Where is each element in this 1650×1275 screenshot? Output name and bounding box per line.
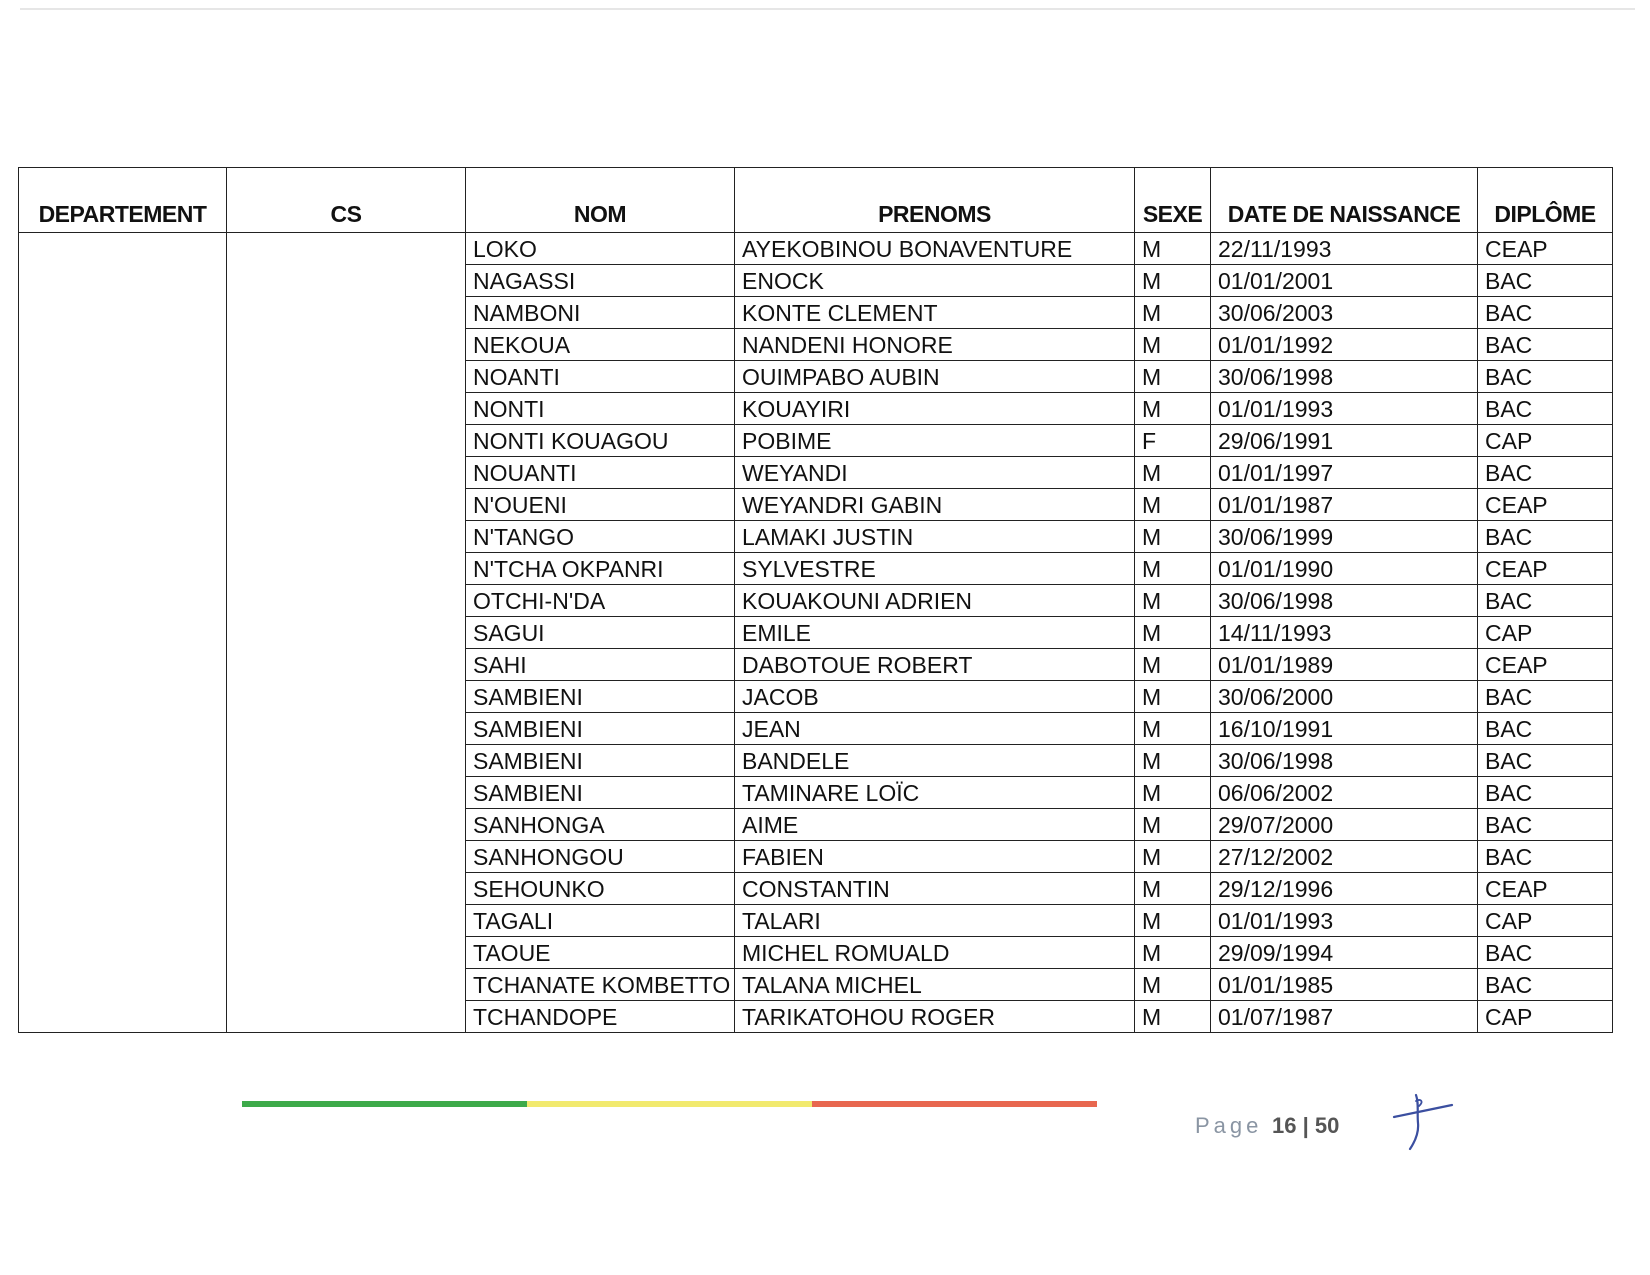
cell-date: 01/01/1990 — [1211, 553, 1478, 585]
cell-nom: SANHONGOU — [466, 841, 735, 873]
cell-diplome: BAC — [1478, 681, 1613, 713]
cell-sexe: M — [1135, 585, 1211, 617]
cell-date: 30/06/1998 — [1211, 361, 1478, 393]
cell-prenoms: WEYANDI — [735, 457, 1135, 489]
cell-date: 01/07/1987 — [1211, 1001, 1478, 1033]
cell-date: 01/01/1992 — [1211, 329, 1478, 361]
roster-table-container — [18, 167, 1613, 1033]
cell-sexe: M — [1135, 393, 1211, 425]
cell-date: 14/11/1993 — [1211, 617, 1478, 649]
cell-diplome: CEAP — [1478, 873, 1613, 905]
cell-prenoms: JACOB — [735, 681, 1135, 713]
cell-nom: SAMBIENI — [466, 777, 735, 809]
cell-sexe: M — [1135, 265, 1211, 297]
cell-diplome: BAC — [1478, 297, 1613, 329]
cell-date: 30/06/2003 — [1211, 297, 1478, 329]
merged-cs-cell — [227, 233, 466, 1033]
cell-diplome: BAC — [1478, 777, 1613, 809]
cell-diplome: BAC — [1478, 745, 1613, 777]
cell-sexe: M — [1135, 681, 1211, 713]
cell-nom: SEHOUNKO — [466, 873, 735, 905]
cell-diplome: CEAP — [1478, 233, 1613, 265]
cell-prenoms: EMILE — [735, 617, 1135, 649]
cell-date: 16/10/1991 — [1211, 713, 1478, 745]
cell-sexe: M — [1135, 361, 1211, 393]
header-row — [19, 168, 1613, 233]
cell-prenoms: MICHEL ROMUALD — [735, 937, 1135, 969]
cell-prenoms: JEAN — [735, 713, 1135, 745]
cell-prenoms: LAMAKI JUSTIN — [735, 521, 1135, 553]
cell-prenoms: FABIEN — [735, 841, 1135, 873]
roster-table — [18, 167, 1613, 1033]
cell-nom: NONTI — [466, 393, 735, 425]
cell-sexe: M — [1135, 617, 1211, 649]
top-rule — [20, 8, 1635, 10]
cell-nom: SAGUI — [466, 617, 735, 649]
cell-nom: TCHANDOPE — [466, 1001, 735, 1033]
cell-prenoms: DABOTOUE ROBERT — [735, 649, 1135, 681]
cell-date: 01/01/1993 — [1211, 905, 1478, 937]
cell-diplome: BAC — [1478, 521, 1613, 553]
cell-date: 01/01/1987 — [1211, 489, 1478, 521]
cell-date: 01/01/1993 — [1211, 393, 1478, 425]
cell-date: 29/12/1996 — [1211, 873, 1478, 905]
cell-date: 30/06/1998 — [1211, 745, 1478, 777]
cell-sexe: M — [1135, 553, 1211, 585]
cell-date: 29/07/2000 — [1211, 809, 1478, 841]
cell-date: 30/06/2000 — [1211, 681, 1478, 713]
header-nom: NOM — [466, 168, 735, 233]
cell-nom: SAHI — [466, 649, 735, 681]
cell-sexe: M — [1135, 745, 1211, 777]
cell-prenoms: TALARI — [735, 905, 1135, 937]
cell-nom: NEKOUA — [466, 329, 735, 361]
merged-departement-cell — [19, 233, 227, 1033]
cell-diplome: CAP — [1478, 905, 1613, 937]
cell-diplome: BAC — [1478, 937, 1613, 969]
cell-diplome: BAC — [1478, 361, 1613, 393]
cell-diplome: CEAP — [1478, 489, 1613, 521]
cell-nom: NONTI KOUAGOU — [466, 425, 735, 457]
cell-prenoms: TALANA MICHEL — [735, 969, 1135, 1001]
stripe-red — [812, 1101, 1097, 1107]
cell-sexe: M — [1135, 649, 1211, 681]
cell-nom: NOUANTI — [466, 457, 735, 489]
cell-nom: N'TANGO — [466, 521, 735, 553]
page-label: Page — [1195, 1113, 1263, 1138]
cell-prenoms: ENOCK — [735, 265, 1135, 297]
cell-nom: NOANTI — [466, 361, 735, 393]
header-date-naissance: DATE DE NAISSANCE — [1211, 168, 1478, 233]
footer-color-stripe — [242, 1101, 1097, 1107]
cell-diplome: CAP — [1478, 1001, 1613, 1033]
cell-prenoms: AYEKOBINOU BONAVENTURE — [735, 233, 1135, 265]
cell-prenoms: SYLVESTRE — [735, 553, 1135, 585]
cell-prenoms: BANDELE — [735, 745, 1135, 777]
cell-nom: LOKO — [466, 233, 735, 265]
cell-prenoms: KOUAKOUNI ADRIEN — [735, 585, 1135, 617]
header-departement: DEPARTEMENT — [19, 168, 227, 233]
cell-date: 01/01/2001 — [1211, 265, 1478, 297]
cell-nom: SAMBIENI — [466, 681, 735, 713]
cell-diplome: BAC — [1478, 713, 1613, 745]
cell-diplome: BAC — [1478, 809, 1613, 841]
cell-date: 01/01/1997 — [1211, 457, 1478, 489]
cell-prenoms: TARIKATOHOU ROGER — [735, 1001, 1135, 1033]
cell-prenoms: KOUAYIRI — [735, 393, 1135, 425]
cell-sexe: M — [1135, 297, 1211, 329]
cell-diplome: CAP — [1478, 425, 1613, 457]
cell-date: 27/12/2002 — [1211, 841, 1478, 873]
signature-mark — [1388, 1093, 1458, 1158]
cell-sexe: M — [1135, 233, 1211, 265]
cell-prenoms: TAMINARE LOÏC — [735, 777, 1135, 809]
cell-nom: TAOUE — [466, 937, 735, 969]
cell-date: 30/06/1999 — [1211, 521, 1478, 553]
cell-sexe: M — [1135, 713, 1211, 745]
cell-diplome: BAC — [1478, 329, 1613, 361]
cell-sexe: M — [1135, 777, 1211, 809]
cell-diplome: BAC — [1478, 841, 1613, 873]
cell-nom: N'TCHA OKPANRI — [466, 553, 735, 585]
cell-date: 01/01/1985 — [1211, 969, 1478, 1001]
cell-sexe: M — [1135, 809, 1211, 841]
cell-diplome: BAC — [1478, 969, 1613, 1001]
cell-date: 22/11/1993 — [1211, 233, 1478, 265]
cell-prenoms: POBIME — [735, 425, 1135, 457]
stripe-green — [242, 1101, 527, 1107]
cell-date: 01/01/1989 — [1211, 649, 1478, 681]
cell-diplome: BAC — [1478, 585, 1613, 617]
cell-sexe: M — [1135, 873, 1211, 905]
cell-date: 29/06/1991 — [1211, 425, 1478, 457]
cell-sexe: M — [1135, 521, 1211, 553]
cell-sexe: F — [1135, 425, 1211, 457]
roster-body — [19, 233, 1613, 1033]
cell-nom: NAMBONI — [466, 297, 735, 329]
header-sexe: SEXE — [1135, 168, 1211, 233]
cell-sexe: M — [1135, 1001, 1211, 1033]
header-diplome: DIPLÔME — [1478, 168, 1613, 233]
cell-prenoms: OUIMPABO AUBIN — [735, 361, 1135, 393]
cell-sexe: M — [1135, 489, 1211, 521]
cell-date: 30/06/1998 — [1211, 585, 1478, 617]
cell-diplome: BAC — [1478, 265, 1613, 297]
header-prenoms: PRENOMS — [735, 168, 1135, 233]
cell-prenoms: NANDENI HONORE — [735, 329, 1135, 361]
cell-diplome: BAC — [1478, 457, 1613, 489]
cell-prenoms: KONTE CLEMENT — [735, 297, 1135, 329]
cell-diplome: CAP — [1478, 617, 1613, 649]
header-cs: CS — [227, 168, 466, 233]
cell-sexe: M — [1135, 937, 1211, 969]
cell-nom: NAGASSI — [466, 265, 735, 297]
stripe-yellow — [527, 1101, 812, 1107]
cell-date: 29/09/1994 — [1211, 937, 1478, 969]
cell-nom: TAGALI — [466, 905, 735, 937]
table-row — [19, 233, 1613, 265]
cell-diplome: CEAP — [1478, 649, 1613, 681]
cell-nom: SAMBIENI — [466, 713, 735, 745]
cell-nom: SANHONGA — [466, 809, 735, 841]
cell-sexe: M — [1135, 329, 1211, 361]
page-numbers: 16 | 50 — [1272, 1113, 1340, 1138]
cell-sexe: M — [1135, 841, 1211, 873]
cell-sexe: M — [1135, 969, 1211, 1001]
cell-prenoms: WEYANDRI GABIN — [735, 489, 1135, 521]
cell-nom: N'OUENI — [466, 489, 735, 521]
cell-sexe: M — [1135, 457, 1211, 489]
cell-nom: OTCHI-N'DA — [466, 585, 735, 617]
cell-diplome: BAC — [1478, 393, 1613, 425]
cell-nom: TCHANATE KOMBETTO — [466, 969, 735, 1001]
cell-prenoms: CONSTANTIN — [735, 873, 1135, 905]
cell-sexe: M — [1135, 905, 1211, 937]
cell-date: 06/06/2002 — [1211, 777, 1478, 809]
cell-diplome: CEAP — [1478, 553, 1613, 585]
cell-prenoms: AIME — [735, 809, 1135, 841]
cell-nom: SAMBIENI — [466, 745, 735, 777]
